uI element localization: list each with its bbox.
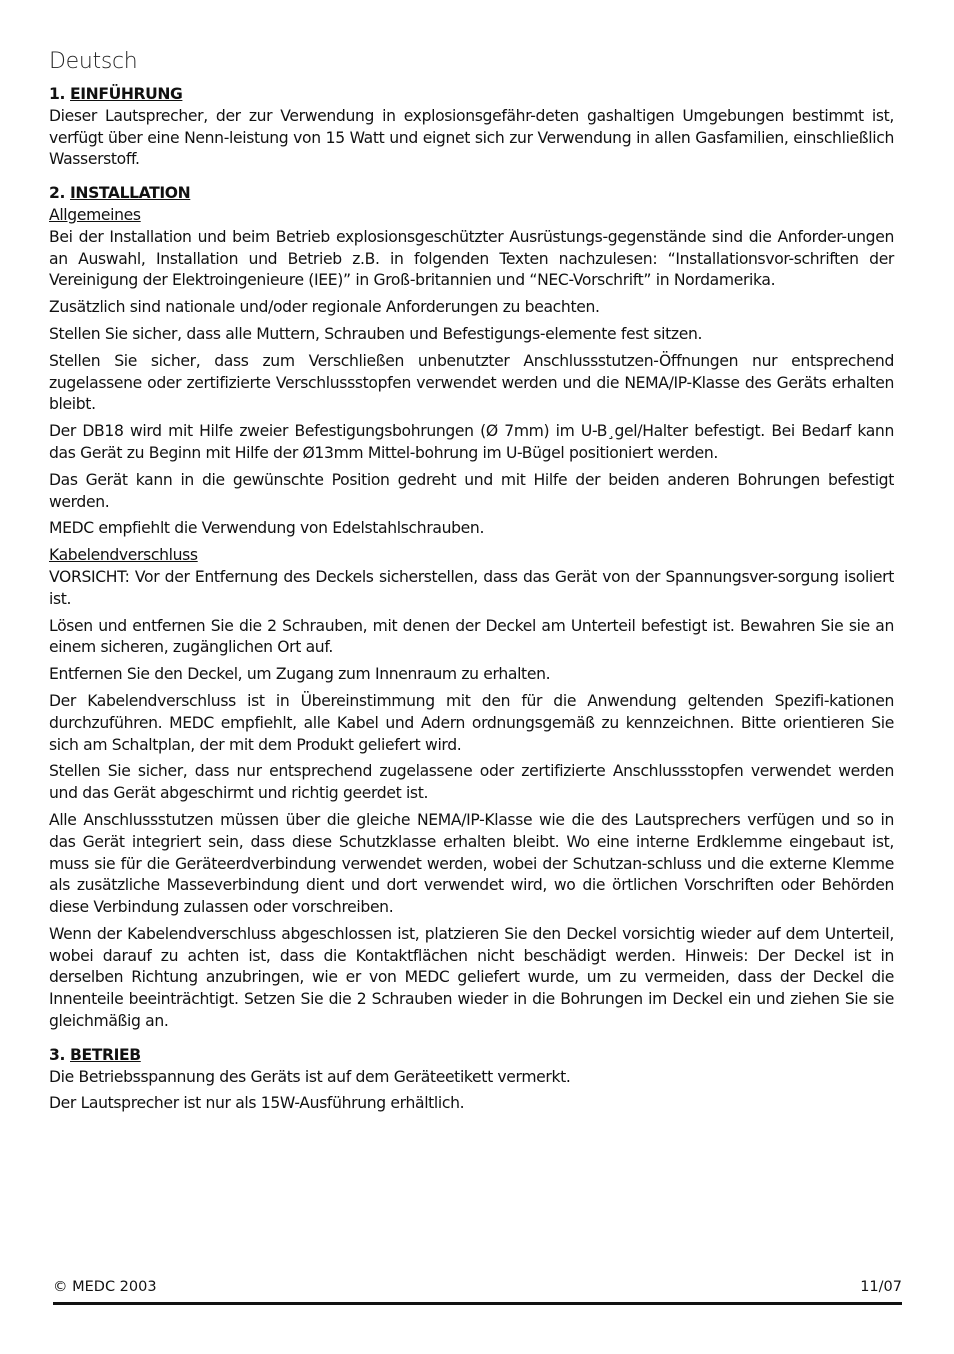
paragraph: Wenn der Kabelendverschluss abgeschlossen ist, platzieren Sie den Deckel vorsichtig wieder auf dem Unterteil, wobei darauf zu achten ist, dass die Kontaktflächen nicht beschädigt werden. Hinweis: Der Deckel ist in derselben Richtung anzubringen, wie er von MEDC geliefert wurde, um zu vermeiden, dass der Deckel die Innenteile beeinträchtigt. Setzen Sie die 2 Schrauben wieder in die Bohrungen im Deckel ein und ziehen Sie sie gleichmäßig an. <box>49 924 894 1031</box>
paragraph: Lösen und entfernen Sie die 2 Schrauben, mit denen der Deckel am Unterteil befestigt ist. Bewahren Sie sie an einem sicheren, zugänglichen Ort auf. <box>49 616 894 657</box>
paragraph: Entfernen Sie den Deckel, um Zugang zum Innenraum zu erhalten. <box>49 665 551 684</box>
section-number: 1. <box>49 85 71 103</box>
footer-date: 11/07 <box>860 1279 902 1295</box>
paragraph: Alle Anschlussstutzen müssen über die gleiche NEMA/IP-Klasse wie die des Lautsprechers verfügen und so in das Gerät integriert sein, dass diese Schutzklasse erhalten bleibt. Wo eine interne Erdklemme eingebaut ist, muss sie für die Geräteerdverbindung verwendet werden, wobei der Schutzan-schluss und die externe Klemme als zusätzliche Masseverbindung dient und dort verwendet wird, wo die örtlichen Vorschriften oder Behörden diese Verbindung zulassen oder vorschreiben. <box>49 810 894 917</box>
paragraph: Stellen Sie sicher, dass zum Verschließen unbenutzter Anschlussstutzen-Öffnungen nur entsprechend zugelassene oder zertifizierte Verschlussstopfen verwendet werden und die NEMA/IP-Klasse des Geräts erhalten bleibt. <box>49 351 894 414</box>
paragraph: Die Betriebsspannung des Geräts ist auf dem Geräteetikett vermerkt. <box>49 1067 571 1086</box>
section-title: BETRIEB <box>70 1045 141 1064</box>
section-number: 2. <box>49 184 71 203</box>
section-number: 3. <box>49 1045 71 1064</box>
paragraph: VORSICHT: Vor der Entfernung des Deckels sicherstellen, dass das Gerät von der Spannungsver-sorgung isoliert ist. <box>49 567 894 608</box>
footer-rule <box>53 1302 902 1305</box>
paragraph: Dieser Lautsprecher, der zur Verwendung in explosionsgefähr-deten gashaltigen Umgebungen bestimmt ist, verfügt über eine Nenn-leistung von 15 Watt und eignet sich zur Verwendung in allen Gasfamilien, einschließlich Wasserstoff. <box>49 106 894 169</box>
subheading-allgemeines: Allgemeines <box>49 205 141 224</box>
paragraph: Der DB18 wird mit Hilfe zweier Befestigungsbohrungen (Ø 7mm) im U-B¸gel/Halter befestigt. Bei Bedarf kann das Gerät zu Beginn mit Hilfe der Ø13mm Mittel-bohrung im U-Bügel positioniert werden. <box>49 422 894 462</box>
paragraph: Der Lautsprecher ist nur als 15W-Ausführung erhältlich. <box>49 1094 465 1113</box>
paragraph: Das Gerät kann in die gewünschte Position gedreht und mit Hilfe der beiden anderen Bohrungen befestigt werden. <box>49 470 894 511</box>
paragraph: Stellen Sie sicher, dass alle Muttern, Schrauben und Befestigungs-elemente fest sitzen. <box>49 324 703 343</box>
section-heading-einfuehrung <box>49 84 894 106</box>
paragraph: Der Kabelendverschluss ist in Übereinstimmung mit den für die Anwendung geltenden Spezifi-kationen durchzuführen. MEDC empfiehlt, alle Kabel und Adern ordnungsgemäß zu kennzeichnen. Bitte orientieren Sie sich am Schaltplan, der mit dem Produkt geliefert wird. <box>49 691 894 754</box>
paragraph: MEDC empfiehlt die Verwendung von Edelstahlschrauben. <box>49 519 485 538</box>
footer-copyright: © MEDC 2003 <box>53 1279 157 1295</box>
document-body <box>49 84 894 1120</box>
paragraph: Bei der Installation und beim Betrieb explosionsgeschützter Ausrüstungs-gegenstände sind die Anforder-ungen an Auswahl, Installation und Betrieb z.B. in folgenden Texten nachzulesen: “Installationsvor-schriften der Vereinigung der Elektroingenieure (IEE)” in Groß-britannien und “NEC-Vorschrift” in Nordamerika. <box>49 227 894 290</box>
paragraph: Stellen Sie sicher, dass nur entsprechend zugelassene oder zertifizierte Anschlussstopfen verwendet werden und das Gerät abgeschirmt und richtig geerdet ist. <box>49 762 894 803</box>
section-title: EINFÜHRUNG <box>70 85 183 103</box>
section-heading-installation <box>49 183 894 205</box>
subheading-kabelendverschluss: Kabelendverschluss <box>49 546 198 565</box>
section-heading-betrieb <box>49 1045 894 1067</box>
paragraph: Zusätzlich sind nationale und/oder regionale Anforderungen zu beachten. <box>49 298 600 317</box>
section-title: INSTALLATION <box>70 184 191 203</box>
language-heading: Deutsch <box>49 49 138 74</box>
